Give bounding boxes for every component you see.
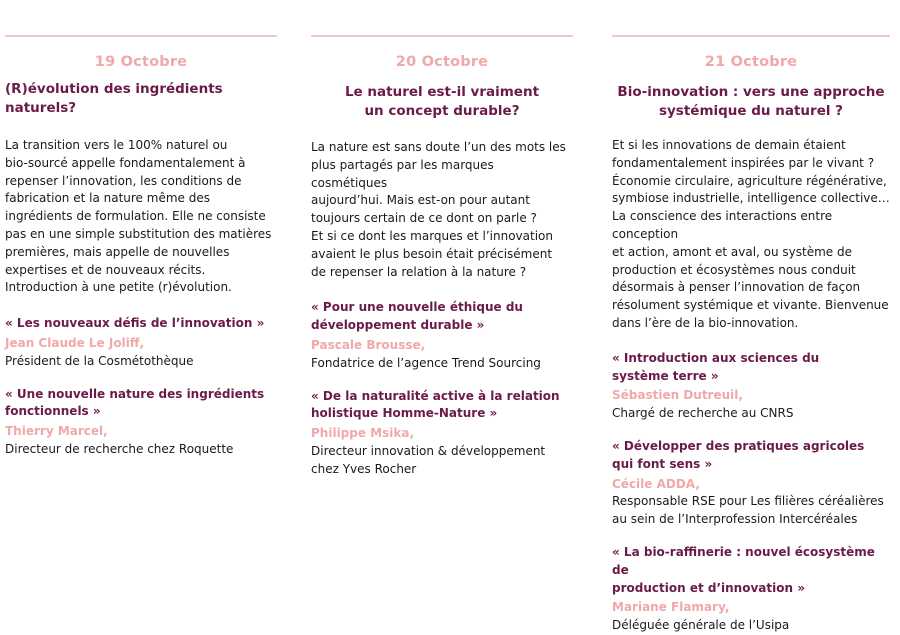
speaker-name: Jean Claude Le Joliff,	[5, 335, 145, 350]
day-intro: Et si les innovations de demain étaient fondamentalement inspirées par le vivant ? Économie circulaire, agriculture régénérative, symbiose industrielle, intelligence collective… La conscience des interactions entre conception et action, amont et aval, ou système de production et écosystèmes nous conduit désormais à penser l’innovation de façon résolument systémique et vivante. Bienvenue dans l’ère de la bio-innovation.	[612, 138, 890, 330]
day-intro: La transition vers le 100% naturel ou bio-sourcé appelle fondamentalement à repenser l’innovation, les conditions de fabrication et la nature même des ingrédients de formulation. Elle ne consiste pas en une simple substitution des matières premières, mais appelle de nouvelles expertises et de nouveaux récits. Introduction à une petite (r)évolution.	[5, 138, 272, 295]
day-intro: La nature est sans doute l’un des mots les plus partagés par les marques cosmétiques aujourd’hui. Mais est-on pour autant toujours certain de ce dont on parle ? Et si ce dont les marques et l’innovation avaient le plus besoin était précisément de repenser la relation à la nature ?	[311, 140, 566, 279]
speaker-name: Thierry Marcel,	[5, 424, 108, 439]
speaker-role: Responsable RSE pour Les filières céréalières au sein de l’Interprofession Intercéréales	[612, 494, 884, 527]
day-title: Bio-innovation : vers une approche systémique du naturel ?	[617, 84, 885, 119]
speaker-name: Sébastien Dutreuil,	[612, 388, 743, 403]
day-column-19-octobre	[5, 0, 277, 459]
day-title: (R)évolution des ingrédients naturels?	[5, 81, 223, 116]
divider	[612, 35, 890, 37]
day-column-20-octobre	[311, 0, 573, 479]
speaker-role: Déléguée générale de l’Usipa	[612, 618, 790, 633]
speaker-role: Directeur innovation & développement chez Yves Rocher	[311, 443, 546, 476]
talk-title: « La bio-raffinerie : nouvel écosystème de production et d’innovation »	[612, 544, 875, 595]
divider	[311, 35, 573, 37]
speaker-role: Directeur de recherche chez Roquette	[5, 441, 234, 456]
day-column-21-octobre	[612, 0, 890, 635]
speaker-name: Pascale Brousse,	[311, 337, 426, 352]
talk-item	[5, 315, 277, 370]
speaker-name: Cécile ADDA,	[612, 476, 700, 491]
talk-item	[311, 388, 573, 479]
talk-title: « Pour une nouvelle éthique du développement durable »	[311, 300, 523, 333]
talk-item	[5, 386, 277, 459]
speaker-role: Président de la Cosmétothèque	[5, 353, 194, 368]
talk-title: « Une nouvelle nature des ingrédients fonctionnels »	[5, 386, 265, 419]
day-date: 21 Octobre	[704, 54, 798, 70]
talk-title: « Développer des pratiques agricoles qui font sens »	[612, 438, 865, 471]
talk-item	[612, 350, 890, 423]
day-date: 20 Octobre	[395, 54, 489, 70]
talk-title: « De la naturalité active à la relation holistique Homme-Nature »	[311, 388, 560, 421]
talk-item	[311, 299, 573, 372]
talk-title: « Introduction aux sciences du système terre »	[612, 350, 820, 383]
speaker-role: Chargé de recherche au CNRS	[612, 406, 794, 421]
speaker-role: Fondatrice de l’agence Trend Sourcing	[311, 355, 541, 370]
talk-item	[612, 544, 890, 635]
speaker-name: Mariane Flamary,	[612, 600, 730, 615]
divider	[5, 35, 277, 37]
day-title: Le naturel est-il vraiment un concept durable?	[344, 84, 540, 119]
day-date: 19 Octobre	[94, 54, 188, 70]
talk-title: « Les nouveaux défis de l’innovation »	[5, 316, 265, 331]
speaker-name: Philippe Msika,	[311, 426, 415, 441]
talk-item	[612, 438, 890, 529]
